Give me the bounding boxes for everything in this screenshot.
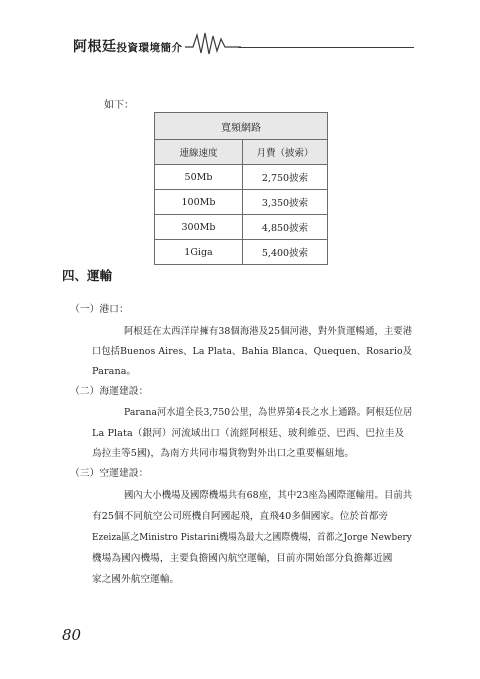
broadband-table — [154, 112, 328, 265]
cell-fee: 3,350披索 — [243, 190, 328, 215]
column-header-fee: 月費（披索） — [243, 140, 328, 165]
table-row — [155, 240, 328, 265]
cell-speed: 50Mb — [155, 165, 243, 190]
table-title: 寬頻網路 — [155, 113, 328, 140]
cell-fee: 2,750披索 — [243, 165, 328, 190]
header-rule — [238, 47, 414, 48]
paragraph-line: 有25個不同航空公司班機自阿國起飛，直飛40多個國家。位於首都旁 — [92, 511, 389, 522]
paragraph-line: La Plata（銀河）河流域出口（流經阿根廷、玻利維亞、巴西、巴拉圭及 — [92, 428, 405, 439]
paragraph-line: 阿根廷在太西洋岸擁有38個海港及25個河港，對外貨運暢通，主要港 — [124, 326, 413, 337]
cell-fee: 5,400披索 — [243, 240, 328, 265]
cell-speed: 300Mb — [155, 215, 243, 240]
intro-text: 如下： — [104, 100, 134, 111]
subheading-air: （三）空運建設： — [70, 468, 149, 479]
header-title-sub: 投資環境簡介 — [116, 42, 183, 54]
table-row — [155, 165, 328, 190]
paragraph-line: 口包括Buenos Aires、La Plata、Bahia Blanca、Quequen、Rosario及 — [92, 346, 413, 357]
table-row — [155, 190, 328, 215]
cell-fee: 4,850披索 — [243, 215, 328, 240]
header-title-main: 阿根廷 — [73, 39, 117, 55]
running-header-title — [73, 36, 183, 56]
paragraph-line: 國內大小機場及國際機場共有68座，其中23座為國際運輸用。目前共 — [124, 490, 413, 501]
paragraph-line: Parana河水道全長3,750公里，為世界第4長之水上通路。阿根廷位居 — [124, 407, 413, 418]
subheading-shipping: （二）海運建設： — [70, 386, 149, 397]
cell-speed: 100Mb — [155, 190, 243, 215]
paragraph-line: Ezeiza區之Ministro Pistarini機場為最大之國際機場，首都之Jorge Newbery — [92, 532, 412, 543]
section-heading: 四、運輸 — [62, 268, 113, 283]
page-number: 80 — [62, 626, 82, 644]
paragraph-line: 家之國外航空運輸。 — [92, 574, 180, 585]
cell-speed: 1Giga — [155, 240, 243, 265]
paragraph-line: 機場為國內機場，主要負擔國內航空運輸，目前亦開始部分負擔鄰近國 — [92, 553, 393, 564]
subheading-ports: （一）港口： — [70, 304, 129, 315]
column-header-speed: 連線速度 — [155, 140, 243, 165]
heartbeat-line-icon — [185, 30, 241, 56]
table-row — [155, 215, 328, 240]
paragraph-line: Parana。 — [92, 366, 137, 377]
paragraph-line: 烏拉圭等5國)，為南方共同市場貨物對外出口之重要樞紐地。 — [92, 448, 355, 459]
